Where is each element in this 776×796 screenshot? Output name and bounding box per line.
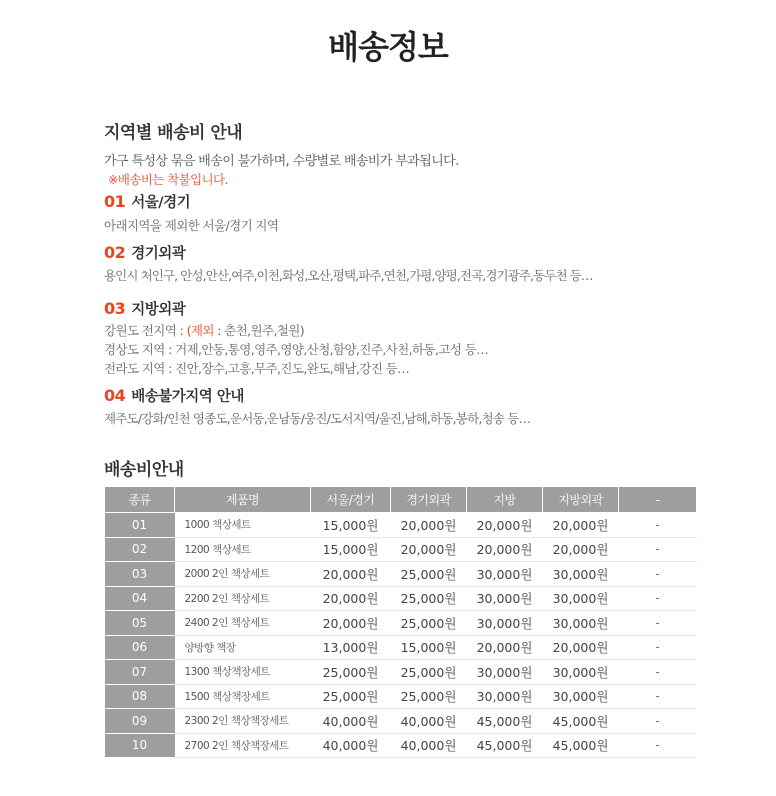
price-gyeonggi: 40,000원: [391, 733, 467, 758]
price-gyeonggi: 25,000원: [391, 660, 467, 685]
col-header-gyeonggi-outer: 경기외곽: [391, 487, 467, 513]
row-index: 06: [105, 635, 175, 660]
table-row: [105, 562, 697, 587]
price-local-outer: 30,000원: [543, 684, 619, 709]
price-gyeonggi: 15,000원: [391, 635, 467, 660]
price-gyeonggi: 20,000원: [391, 537, 467, 562]
product-name: 1300 책상책장세트: [175, 660, 311, 685]
product-name: 1200 책상세트: [175, 537, 311, 562]
region-section-heading: 지역별 배송비 안내: [104, 123, 243, 143]
price-local: 45,000원: [467, 733, 543, 758]
price-local: 30,000원: [467, 660, 543, 685]
gangwon-paren: (: [186, 323, 191, 338]
price-seoul: 20,000원: [311, 562, 391, 587]
product-name: 2700 2인 책상책장세트: [175, 733, 311, 758]
table-row: [105, 513, 697, 538]
region-02-title: [104, 242, 185, 263]
price-gyeonggi: 25,000원: [391, 586, 467, 611]
price-gyeonggi: 25,000원: [391, 684, 467, 709]
price-seoul: 20,000원: [311, 586, 391, 611]
extra-cell: -: [619, 562, 697, 587]
fee-section-heading: 배송비안내: [104, 460, 184, 480]
page-title: 배송정보: [328, 28, 448, 66]
table-row: [105, 733, 697, 758]
product-name: 1000 책상세트: [175, 513, 311, 538]
price-local-outer: 20,000원: [543, 513, 619, 538]
row-index: 05: [105, 611, 175, 636]
price-gyeonggi: 40,000원: [391, 709, 467, 734]
product-name: 2200 2인 책상세트: [175, 586, 311, 611]
price-local: 45,000원: [467, 709, 543, 734]
row-index: 03: [105, 562, 175, 587]
table-row: [105, 611, 697, 636]
price-seoul: 15,000원: [311, 513, 391, 538]
price-local: 30,000원: [467, 611, 543, 636]
col-header-extra: -: [619, 487, 697, 513]
table-row: [105, 586, 697, 611]
extra-cell: -: [619, 709, 697, 734]
gangwon-except-label: 제외: [190, 323, 214, 338]
price-seoul: 20,000원: [311, 611, 391, 636]
table-row: [105, 660, 697, 685]
price-local-outer: 20,000원: [543, 635, 619, 660]
price-seoul: 25,000원: [311, 684, 391, 709]
price-local-outer: 20,000원: [543, 537, 619, 562]
extra-cell: -: [619, 635, 697, 660]
product-name: 2300 2인 책상책장세트: [175, 709, 311, 734]
region-01-name: 서울/경기: [131, 195, 191, 211]
product-name: 양방향 책장: [175, 635, 311, 660]
col-header-seoul: 서울/경기: [311, 487, 391, 513]
table-row: [105, 635, 697, 660]
price-seoul: 25,000원: [311, 660, 391, 685]
table-row: [105, 709, 697, 734]
extra-cell: -: [619, 537, 697, 562]
price-seoul: 15,000원: [311, 537, 391, 562]
price-local: 20,000원: [467, 537, 543, 562]
region-03-jeolla: 전라도 지역 : 진안,장수,고흥,무주,진도,완도,해남,강진 등…: [104, 361, 410, 376]
extra-cell: -: [619, 611, 697, 636]
price-seoul: 13,000원: [311, 635, 391, 660]
price-gyeonggi: 25,000원: [391, 562, 467, 587]
extra-cell: -: [619, 513, 697, 538]
price-local: 20,000원: [467, 635, 543, 660]
product-name: 2400 2인 책상세트: [175, 611, 311, 636]
region-02-number: 02: [104, 243, 126, 262]
region-04-name: 배송불가지역 안내: [131, 389, 244, 405]
price-local-outer: 30,000원: [543, 586, 619, 611]
region-03-name: 지방외곽: [131, 302, 186, 318]
price-local-outer: 30,000원: [543, 562, 619, 587]
row-index: 08: [105, 684, 175, 709]
region-04-desc: 제주도/강화/인천 영종도,운서동,운남동/웅진/도서지역/울진,남해,하동,봉하,청송 등…: [104, 411, 531, 426]
region-02-desc: 용인시 처인구, 안성,안산,여주,이천,화성,오산,평택,파주,연천,가평,양평,전곡,경기광주,동두천 등…: [104, 268, 593, 283]
price-gyeonggi: 20,000원: [391, 513, 467, 538]
col-header-local-outer: 지방외곽: [543, 487, 619, 513]
col-header-type: 종류: [105, 487, 175, 513]
region-01-title: [104, 191, 190, 212]
extra-cell: -: [619, 586, 697, 611]
table-row: [105, 537, 697, 562]
region-03-title: [104, 298, 185, 319]
col-header-local: 지방: [467, 487, 543, 513]
price-gyeonggi: 25,000원: [391, 611, 467, 636]
table-row: [105, 684, 697, 709]
region-01-desc: 아래지역을 제외한 서울/경기 지역: [104, 218, 279, 233]
product-name: 1500 책상책장세트: [175, 684, 311, 709]
row-index: 02: [105, 537, 175, 562]
extra-cell: -: [619, 733, 697, 758]
extra-cell: -: [619, 660, 697, 685]
price-local: 20,000원: [467, 513, 543, 538]
row-index: 04: [105, 586, 175, 611]
gangwon-prefix: 강원도 전지역 :: [104, 323, 187, 338]
region-note: ※배송비는 착불입니다.: [108, 172, 228, 187]
region-03-gangwon: [104, 321, 304, 339]
region-01-number: 01: [104, 192, 126, 211]
price-seoul: 40,000원: [311, 709, 391, 734]
row-index: 10: [105, 733, 175, 758]
price-local-outer: 30,000원: [543, 660, 619, 685]
table-header-row: [105, 487, 697, 513]
row-index: 09: [105, 709, 175, 734]
region-03-gyeongsang: 경상도 지역 : 거제,안동,통영,영주,영양,산청,함양,진주,사천,하동,고성 등…: [104, 342, 489, 357]
shipping-fee-table: [104, 486, 697, 758]
region-intro: 가구 특성상 묶음 배송이 불가하며, 수량별로 배송비가 부과됩니다.: [104, 154, 459, 169]
price-local-outer: 45,000원: [543, 733, 619, 758]
region-03-number: 03: [104, 299, 126, 318]
col-header-product: 제품명: [175, 487, 311, 513]
price-local: 30,000원: [467, 684, 543, 709]
price-local-outer: 30,000원: [543, 611, 619, 636]
gangwon-except-cities: : 춘천,원주,철원): [213, 323, 305, 338]
extra-cell: -: [619, 684, 697, 709]
price-seoul: 40,000원: [311, 733, 391, 758]
price-local-outer: 45,000원: [543, 709, 619, 734]
region-04-title: [104, 385, 244, 406]
row-index: 07: [105, 660, 175, 685]
region-02-name: 경기외곽: [131, 246, 186, 262]
product-name: 2000 2인 책상세트: [175, 562, 311, 587]
price-local: 30,000원: [467, 586, 543, 611]
price-local: 30,000원: [467, 562, 543, 587]
row-index: 01: [105, 513, 175, 538]
region-04-number: 04: [104, 386, 126, 405]
